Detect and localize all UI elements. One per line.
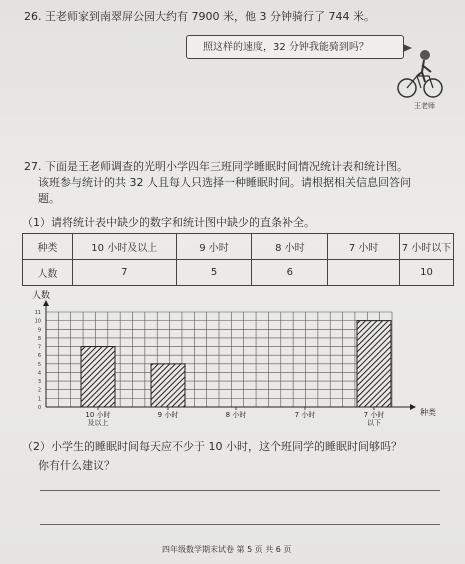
x-tick-label: 7 小时: [294, 411, 316, 419]
y-tick-label: 11: [34, 310, 41, 316]
question-27-line1: 27. 下面是王老师调查的光明小学四年三班同学睡眠时间情况统计表和统计图。: [24, 160, 408, 173]
question-27-line2: 该班参与统计的共 32 人且每人只选择一种睡眠时间。请根据相关信息回答问: [38, 176, 411, 189]
page-footer: 四年级数学期末试卷 第 5 页 共 6 页: [162, 545, 292, 554]
y-tick-label: 3: [37, 379, 41, 386]
part-1-instruction: （1）请将统计表中缺少的数字和统计图中缺少的直条补全。: [22, 216, 315, 229]
y-tick-label: 6: [37, 353, 41, 360]
y-tick-label: 4: [37, 370, 41, 377]
bar: [357, 321, 391, 407]
bar: [81, 347, 115, 407]
y-tick-label: 0: [37, 405, 41, 411]
cyclist-illustration: [395, 48, 445, 100]
table-row: [23, 260, 454, 286]
answer-line[interactable]: [40, 524, 440, 525]
speech-bubble: 照这样的速度，32 分钟我能骑到吗？: [186, 35, 404, 59]
x-tick-label: 10 小时: [85, 411, 111, 419]
x-axis-arrow: [410, 404, 416, 410]
x-axis-label: 种类: [420, 408, 436, 417]
table-cell: 种类: [23, 234, 73, 260]
teacher-label: 王老师: [414, 102, 435, 110]
part-2-suggestion-prompt: 你有什么建议？: [38, 459, 115, 472]
bar: [151, 364, 185, 407]
x-tick-label: 及以上: [87, 419, 109, 427]
y-tick-label: 1: [37, 396, 41, 403]
statistics-table: [22, 233, 454, 286]
table-cell: 7 小时以下: [400, 234, 454, 260]
answer-line[interactable]: [40, 490, 440, 491]
x-tick-label: 9 小时: [157, 411, 179, 419]
x-tick-label: 8 小时: [225, 411, 247, 419]
table-cell: 5: [176, 260, 252, 286]
table-cell-blank[interactable]: [328, 260, 400, 286]
x-tick-label: 7 小时: [363, 411, 385, 419]
table-cell: 8 小时: [252, 234, 328, 260]
table-cell: 10 小时及以上: [72, 234, 176, 260]
table-cell: 人数: [23, 260, 73, 286]
y-tick-label: 5: [37, 361, 41, 368]
table-cell: 10: [400, 260, 454, 286]
y-axis-label: 人数: [32, 291, 51, 301]
y-tick-label: 8: [37, 335, 41, 342]
question-27-line3: 题。: [38, 192, 60, 205]
bar-chart: [0, 284, 465, 436]
y-tick-label: 10: [34, 318, 41, 325]
table-cell: 7 小时: [328, 234, 400, 260]
table-cell: 9 小时: [176, 234, 252, 260]
table-cell: 6: [252, 260, 328, 286]
table-cell: 7: [72, 260, 176, 286]
y-tick-label: 2: [37, 387, 41, 394]
question-26: 26. 王老师家到南翠屏公园大约有 7900 米，他 3 分钟骑行了 744 米。: [24, 10, 375, 23]
x-tick-label: 以下: [367, 419, 381, 427]
table-header-row: [23, 234, 454, 260]
part-2-question: （2）小学生的睡眠时间每天应不少于 10 小时，这个班同学的睡眠时间够吗？: [22, 440, 402, 453]
y-tick-label: 9: [37, 327, 41, 334]
y-tick-label: 7: [37, 344, 41, 351]
